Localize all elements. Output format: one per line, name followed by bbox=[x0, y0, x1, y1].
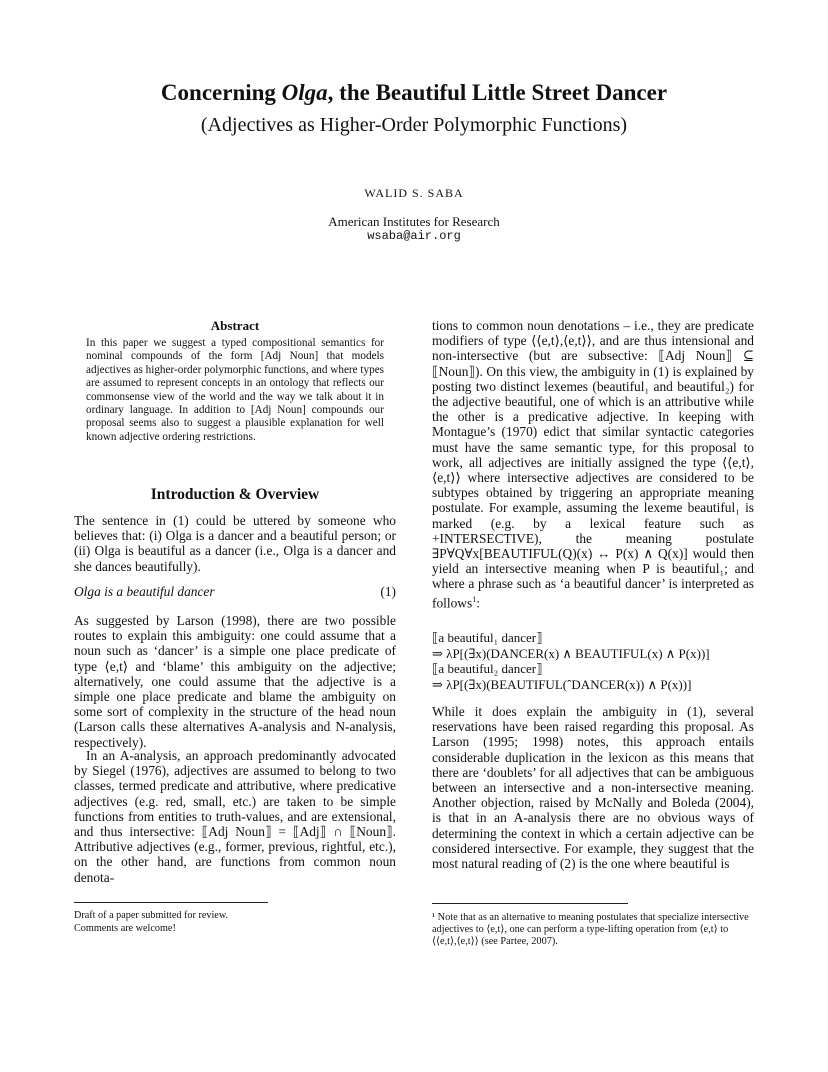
section-heading: Introduction & Overview bbox=[150, 486, 320, 503]
example-number: (1) bbox=[380, 584, 396, 599]
formula-line: ⟦a beautiful₂ dancer⟧ bbox=[432, 661, 543, 676]
draft-note-line: Draft of a paper submitted for review. bbox=[74, 910, 229, 921]
left-paragraph-1: The sentence in (1) could be uttered by someone who believes that: (i) Olga is a dancer and a beautiful person; or (ii) Olga is beautiful as a dancer (i.e., Olga is a dancer and she dances beautifully). bbox=[74, 513, 396, 574]
footnote-rule-left bbox=[74, 902, 268, 903]
title-part: Concerning bbox=[160, 80, 282, 105]
abstract-text: In this paper we suggest a typed compositional semantics for nominal compounds of the form [Adj Noun] that models adjectives as higher-order polymorphic functions, and where types are assumed to represent concepts in an ontology that reflects our commonsense view of the world and the way we talk about it in ordinary language. In addition to [Adj Noun] compounds our proposal seems also to suggest a plausible explanation for well known adjective ordering restrictions. bbox=[86, 337, 385, 443]
affiliation-org: American Institutes for Research bbox=[328, 214, 500, 229]
title-italic: Olga bbox=[281, 80, 328, 105]
footnote-rule-right bbox=[432, 903, 628, 904]
author: WALID S. SABA bbox=[364, 186, 464, 200]
paper-subtitle: (Adjectives as Higher-Order Polymorphic Functions) bbox=[200, 114, 628, 136]
footnote-1: ¹ Note that as an alternative to meaning postulates that specialize intersective adjectives to ⟨e,t⟩, one can perform a type-lifting operation from ⟨e,t⟩ to ⟨⟨e,t⟩,⟨e,t⟩⟩ (see Partee, 2007). bbox=[432, 912, 749, 947]
footnote-marker[interactable]: 1 bbox=[472, 594, 477, 604]
author-email[interactable]: wsaba@air.org bbox=[367, 229, 461, 243]
right-paragraph-2: While it does explain the ambiguity in (1), several reservations have been raised regarding this proposal. As Larson (1995; 1998) notes, this approach entails considerable duplication in the lexicon as this means that there are ‘doublets’ for all adjectives that can be ambiguous between an intersective and a non-intersective meaning. Another objection, raised by McNally and Boleda (2004), is that in an A-analysis there are no obvious ways of determining the context in which a certain adjective can be considered intersective. For example, they suggest that the most natural reading of (2) is the one where beautiful is bbox=[432, 704, 754, 872]
formula-block bbox=[432, 630, 754, 692]
draft-note bbox=[74, 909, 374, 935]
example-text: Olga is a beautiful dancer bbox=[74, 584, 215, 599]
left-paragraph-3: In an A-analysis, an approach predominantly advocated by Siegel (1976), adjectives are assumed to belong to two classes, termed predicate and attributive, where predicative adjectives (e.g. red, small, etc.) are taken to be simple functions from entities to truth-values, and are extensional, and thus intersective: ⟦Adj Noun⟧ = ⟦Adj⟧ ∩ ⟦Noun⟧. Attributive adjectives (e.g., former, previous, rightful, etc.), on the other hand, are functions from common noun denota- bbox=[74, 748, 396, 885]
right-paragraph-1: tions to common noun denotations – i.e., they are predicate modifiers of type ⟨⟨e,t⟩,⟨e,t⟩⟩, and are thus intensional and non-intersective (but are subsective: ⟦Adj Noun⟧ ⊆ ⟦Noun⟧). On this view, the ambiguity in (1) is explained by posting two distinct lexemes (beautiful₁ and beautiful₂) for the adjective beautiful, one of which is an attributive while the other is a predicative adjective. In keeping with Montague’s (1970) edict that similar syntactic categories must have the same semantic type, for this proposal to work, all adjectives are initially assigned the type ⟨⟨e,t⟩,⟨e,t⟩⟩ where intersective adjectives are considered to be subtypes obtained by triggering an appropriate meaning postulate. For example, assuming the lexeme beautiful₁ is marked (e.g. by a lexical feature such as +INTERSECTIVE), the meaning postulate ∃P∀Q∀x[BEAUTIFUL(Q)(x) ↔ P(x) ∧ Q(x)] would then yield an intersective meaning when P is beautiful₁; and where a phrase such as ‘a beautiful dancer’ is interpreted as follows$^1$: bbox=[432, 318, 754, 611]
affiliation bbox=[0, 214, 828, 244]
left-paragraph-2: As suggested by Larson (1998), there are two possible routes to explain this ambiguity: one could assume that a noun such as ‘dancer’ is a simple one place predicate of type ⟨e,t⟩ and ‘blame’ this ambiguity on the adjective; alternatively, one could assume that the adjective is a simple one place predicate and blame the ambiguity on some sort of complexity in the structure of the head noun (Larson calls these alternatives A-analysis and N-analysis, respectively). bbox=[74, 613, 396, 750]
draft-note-line: Comments are welcome! bbox=[74, 923, 176, 934]
formula-line: ⇒ λP[(∃x)(DANCER(x) ∧ BEAUTIFUL(x) ∧ P(x))] bbox=[432, 645, 710, 661]
abstract-heading: Abstract bbox=[210, 318, 260, 333]
formula-line: ⇒ λP[(∃x)(BEAUTIFUL(ˆDANCER(x)) ∧ P(x))] bbox=[432, 676, 692, 692]
formula-line: ⟦a beautiful₁ dancer⟧ bbox=[432, 630, 543, 645]
paper-title bbox=[0, 80, 828, 106]
title-part: , the Beautiful Little Street Dancer bbox=[327, 80, 668, 105]
example-sentence bbox=[74, 584, 396, 599]
right-paragraph-1-text: tions to common noun denotations – i.e., they are predicate modifiers of type ⟨⟨e,t⟩,⟨e,t⟩⟩, and are thus intensional and non-intersective (but are subsective: ⟦Adj Noun⟧ ⊆ ⟦Noun⟧). On this view, the ambiguity in (1) is explained by posting two distinct lexemes (beautiful₁ and beautiful₂) for the adjective beautiful, one of which is an attributive while the other is a predicative adjective. In keeping with Montague’s (1970) edict that similar syntactic categories must have the same semantic type, for this proposal to work, all adjectives are initially assigned the type ⟨⟨e,t⟩,⟨e,t⟩⟩ where intersective adjectives are considered to be subtypes obtained by triggering an appropriate meaning postulate. For example, assuming the lexeme beautiful₁ is marked (e.g. by a lexical feature such as +INTERSECTIVE), the meaning postulate ∃P∀Q∀x[BEAUTIFUL(Q)(x) ↔ P(x) ∧ Q(x)] would then yield an intersective meaning when P is beautiful₁; and where a phrase such as ‘a beautiful dancer’ is interpreted as follows bbox=[432, 318, 754, 611]
